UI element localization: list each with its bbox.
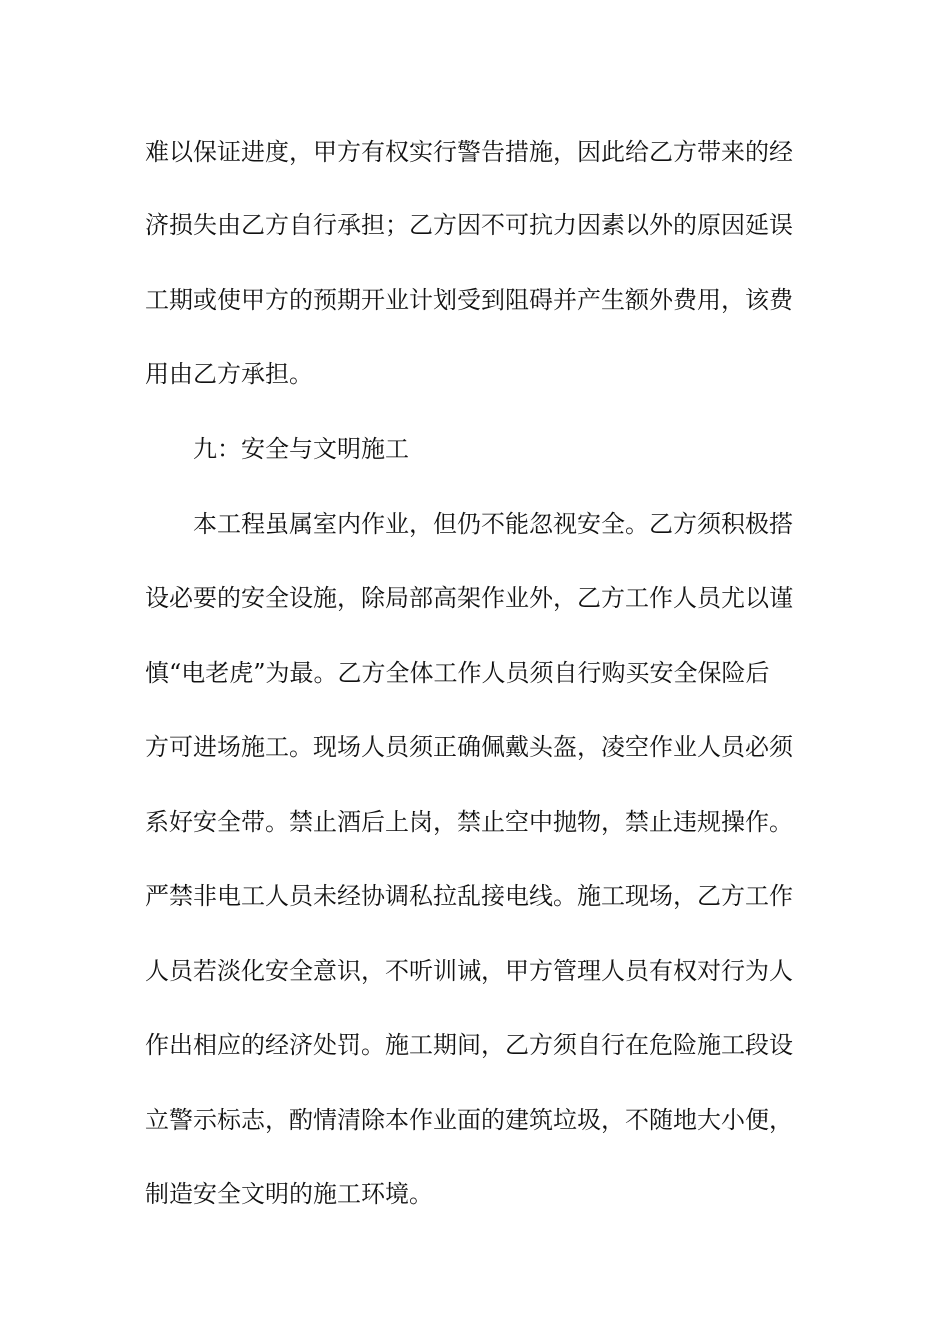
body-text-line: 系好安全带。禁止酒后上岗，禁止空中抛物，禁止违规操作。: [145, 808, 793, 836]
body-text-line: 严禁非电工人员未经协调私拉乱接电线。施工现场，乙方工作: [145, 882, 793, 910]
body-text-line: 工期或使甲方的预期开业计划受到阻碍并产生额外费用，该费: [145, 286, 793, 314]
body-text-line: 人员若淡化安全意识，不听训诫，甲方管理人员有权对行为人: [145, 957, 793, 985]
body-text-line: 设必要的安全设施，除局部高架作业外，乙方工作人员尤以谨: [145, 584, 793, 612]
body-text-line: 慎“电老虎”为最。乙方全体工作人员须自行购买安全保险后: [145, 659, 770, 687]
section-heading: 九：安全与文明施工: [193, 435, 409, 463]
body-text-line: 立警示标志，酌情清除本作业面的建筑垃圾，不随地大小便，: [145, 1106, 793, 1134]
body-text-line: 制造安全文明的施工环境。: [145, 1180, 433, 1208]
body-text-line: 方可进场施工。现场人员须正确佩戴头盔，凌空作业人员必须: [145, 733, 793, 761]
body-text-line: 济损失由乙方自行承担；乙方因不可抗力因素以外的原因延误: [145, 211, 793, 239]
body-text-line: 用由乙方承担。: [145, 360, 313, 388]
body-text-line: 作出相应的经济处罚。施工期间，乙方须自行在危险施工段设: [145, 1031, 793, 1059]
body-text-line: 本工程虽属室内作业，但仍不能忽视安全。乙方须积极搭: [193, 510, 793, 538]
body-text-line: 难以保证进度，甲方有权实行警告措施，因此给乙方带来的经: [145, 138, 793, 166]
